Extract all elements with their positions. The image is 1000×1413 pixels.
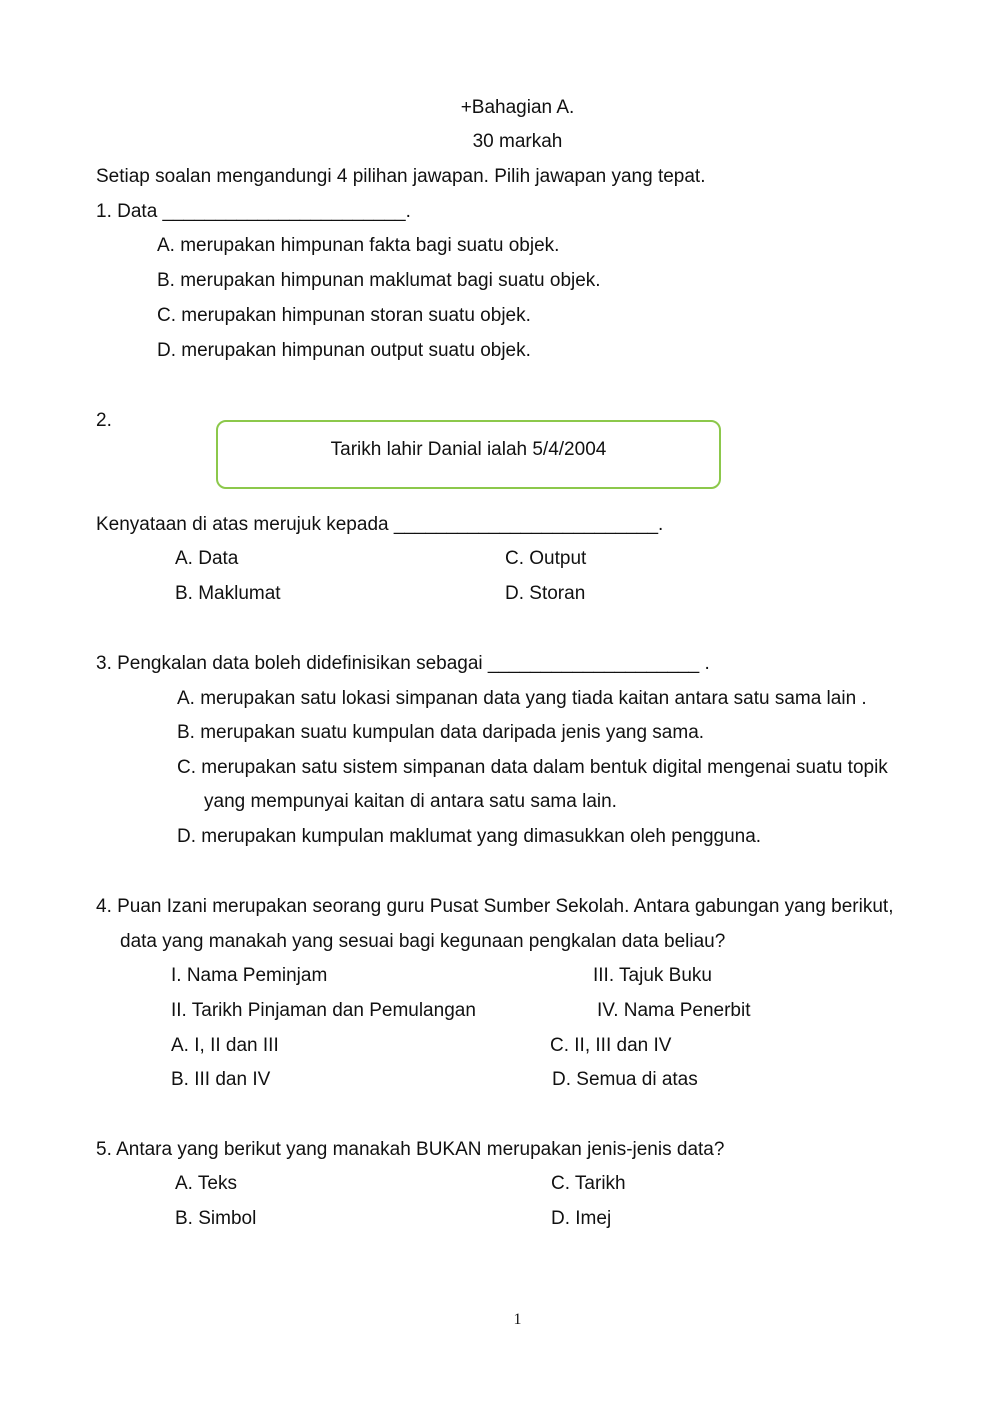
- question-4-item-iii: III. Tajuk Buku: [593, 965, 712, 986]
- question-2-option-a: A. Data: [175, 548, 239, 569]
- question-2-option-d: D. Storan: [505, 583, 586, 604]
- marks-label: 30 markah: [472, 131, 563, 152]
- question-2-statement: Tarikh lahir Danial ialah 5/4/2004: [330, 439, 607, 460]
- question-3-option-c-continued: yang mempunyai kaitan di antara satu sama lain.: [204, 791, 617, 812]
- question-4-stem-line-2: data yang manakah yang sesuai bagi kegunaan pengkalan data beliau?: [120, 931, 726, 952]
- question-5-option-b: B. Simbol: [175, 1208, 257, 1229]
- question-5-stem: 5. Antara yang berikut yang manakah BUKAN merupakan jenis-jenis data?: [96, 1139, 725, 1160]
- question-3-option-a: A. merupakan satu lokasi simpanan data yang tiada kaitan antara satu sama lain .: [177, 688, 867, 709]
- question-3-option-b: B. merupakan suatu kumpulan data daripada jenis yang sama.: [177, 722, 705, 743]
- question-1-option-d: D. merupakan himpunan output suatu objek.: [157, 340, 531, 361]
- question-1-stem: 1. Data _______________________.: [96, 201, 411, 222]
- question-3-option-d: D. merupakan kumpulan maklumat yang dimasukkan oleh pengguna.: [177, 826, 762, 847]
- question-5-option-c: C. Tarikh: [551, 1173, 626, 1194]
- question-2-option-c: C. Output: [505, 548, 587, 569]
- question-2-stem: Kenyataan di atas merujuk kepada _________________________.: [96, 514, 664, 535]
- question-4-option-a: A. I, II dan III: [171, 1035, 279, 1056]
- question-4-item-iv: IV. Nama Penerbit: [597, 1000, 751, 1021]
- question-2-option-b: B. Maklumat: [175, 583, 281, 604]
- question-2-number: 2.: [96, 410, 112, 431]
- page-number: 1: [513, 1311, 522, 1328]
- section-title: +Bahagian A.: [460, 97, 575, 118]
- question-4-option-b: B. III dan IV: [171, 1069, 271, 1090]
- question-1-option-c: C. merupakan himpunan storan suatu objek.: [157, 305, 531, 326]
- question-1-option-b: B. merupakan himpunan maklumat bagi suatu objek.: [157, 270, 601, 291]
- question-4-option-d: D. Semua di atas: [552, 1069, 698, 1090]
- question-1-option-a: A. merupakan himpunan fakta bagi suatu objek.: [157, 235, 560, 256]
- question-5-option-d: D. Imej: [551, 1208, 612, 1229]
- question-4-item-i: I. Nama Peminjam: [171, 965, 328, 986]
- question-4-stem-line-1: 4. Puan Izani merupakan seorang guru Pusat Sumber Sekolah. Antara gabungan yang berikut,: [96, 896, 894, 917]
- question-4-item-ii: II. Tarikh Pinjaman dan Pemulangan: [171, 1000, 476, 1021]
- question-4-option-c: C. II, III dan IV: [550, 1035, 672, 1056]
- question-5-option-a: A. Teks: [175, 1173, 237, 1194]
- instructions: Setiap soalan mengandungi 4 pilihan jawapan. Pilih jawapan yang tepat.: [96, 166, 706, 187]
- question-3-option-c: C. merupakan satu sistem simpanan data dalam bentuk digital mengenai suatu topik: [177, 757, 888, 778]
- question-3-stem: 3. Pengkalan data boleh didefinisikan sebagai ____________________ .: [96, 653, 710, 674]
- question-2-statement-box: [216, 420, 721, 489]
